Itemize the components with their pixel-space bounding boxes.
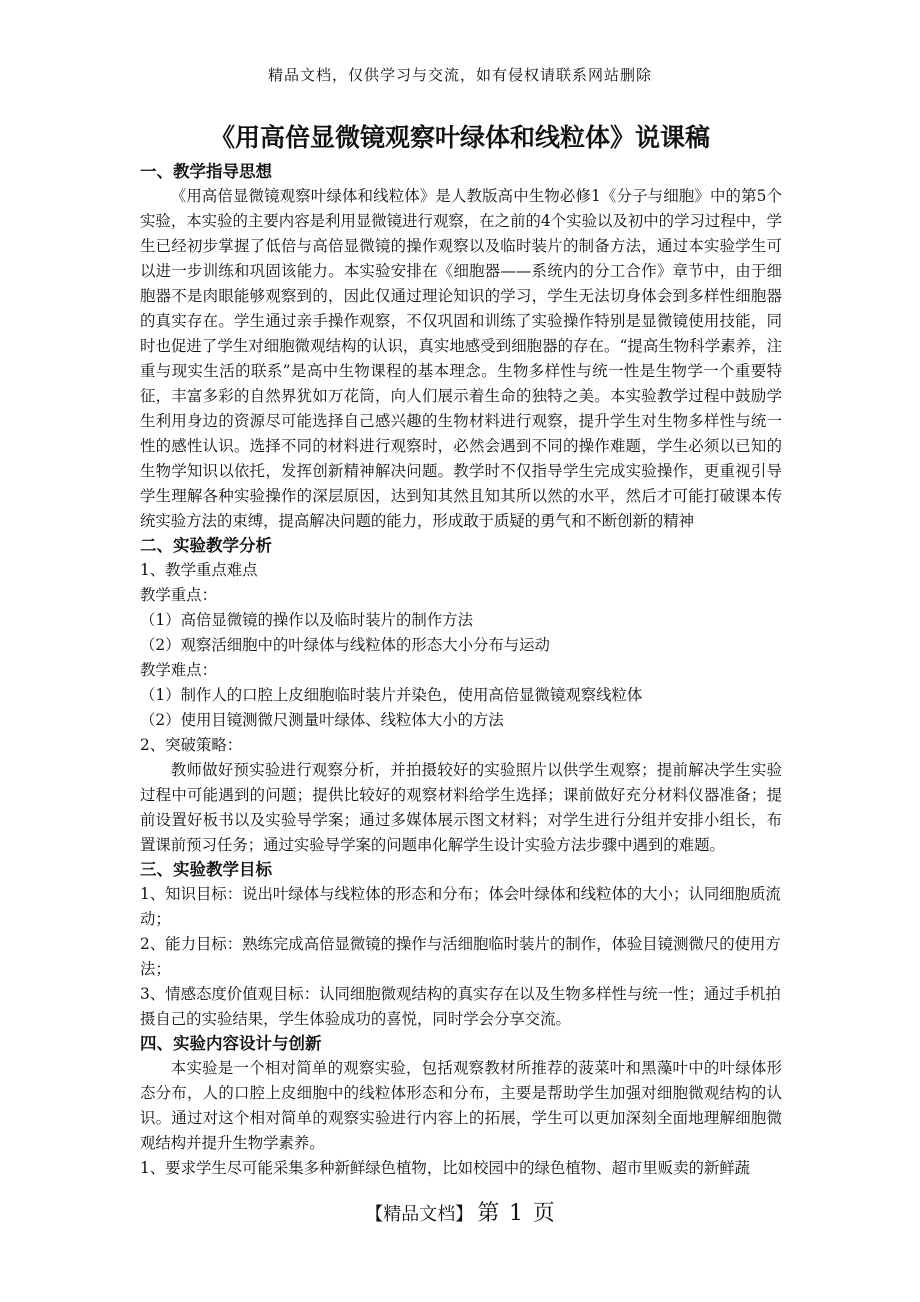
label: 教学重点：	[140, 586, 217, 604]
page-footer	[0, 1196, 920, 1227]
list-item: （2）观察活细胞中的叶绿体与线粒体的形态大小分布与运动	[140, 636, 550, 654]
page-suffix: 页	[532, 1201, 555, 1226]
list-item: 1、要求学生尽可能采集多种新鲜绿色植物，比如校园中的绿色植物、超市里贩卖的新鲜蔬	[140, 1159, 751, 1177]
section-heading: 二、实验教学分析	[140, 536, 272, 555]
paragraph: 本实验是一个相对简单的观察实验，包括观察教材所推荐的菠菜叶和黑藻叶中的叶绿体形态分布，人的口腔上皮细胞中的线粒体形态和分布，主要是帮助学生加强对细胞微观结构的认识。通过对这个相对简单的观察实验进行内容上的拓展，学生可以更加深刻全面地理解细胞微观结构并提升生物学素养。	[140, 1059, 782, 1152]
header-note: 精品文档，仅供学习与交流，如有侵权请联系网站删除	[267, 66, 652, 84]
document-body	[140, 160, 782, 1181]
subheading: 2、突破策略：	[140, 736, 243, 754]
page-number: 1	[509, 1201, 523, 1226]
list-item: （2）使用目镜测微尺测量叶绿体、线粒体大小的方法	[140, 711, 504, 729]
label: 教学难点：	[140, 661, 217, 679]
section-heading: 三、实验教学目标	[140, 860, 272, 879]
footer-label: 【精品文档】	[365, 1204, 474, 1225]
paragraph: 教师做好预实验进行观察分析，并拍摄较好的实验照片以供学生观察；提前解决学生实验过程中可能遇到的问题；提供比较好的观察材料给学生选择；课前做好充分材料仪器准备；提前设置好板书以及实验导学案；通过多媒体展示图文材料；对学生进行分组并安排小组长，布置课前预习任务；通过实验导学案的问题串化解学生设计实验方法步骤中遇到的难题。	[140, 761, 782, 854]
list-item: （1）高倍显微镜的操作以及临时装片的制作方法	[140, 611, 473, 629]
paragraph: 《用高倍显微镜观察叶绿体和线粒体》是人教版高中生物必修1《分子与细胞》中的第5个实验，本实验的主要内容是利用显微镜进行观察，在之前的4个实验以及初中的学习过程中，学生已经初步掌握了低倍与高倍显微镜的操作观察以及临时装片的制备方法，通过本实验学生可以进一步训练和巩固该能力。本实验安排在《细胞器——系统内的分工合作》章节中，由于细胞器不是肉眼能够观察到的，因此仅通过理论知识的学习，学生无法切身体会到多样性细胞器的真实存在。学生通过亲手操作观察，不仅巩固和训练了实验操作特别是显微镜使用技能，同时也促进了学生对细胞微观结构的认识，真实地感受到细胞器的存在。“提高生物科学素养，注重与现实生活的联系”是高中生物课程的基本理念。生物多样性与统一性是生物学一个重要特征，丰富多彩的自然界犹如万花筒，向人们展示着生命的独特之美。本实验教学过程中鼓励学生利用身边的资源尽可能选择自己感兴趣的生物材料进行观察，提升学生对生物多样性与统一性的感性认识。选择不同的材料进行观察时，必然会遇到不同的操作难题，学生必须以已知的生物学知识以依托，发挥创新精神解决问题。教学时不仅指导学生完成实验操作，更重视引导学生理解各种实验操作的深层原因，达到知其然且知其所以然的水平，然后才可能打破课本传统实验方法的束缚，提高解决问题的能力，形成敢于质疑的勇气和不断创新的精神	[140, 187, 782, 530]
subheading: 1、教学重点难点	[140, 561, 258, 579]
list-item: （1）制作人的口腔上皮细胞临时装片并染色，使用高倍显微镜观察线粒体	[140, 686, 643, 704]
list-item: 2、能力目标：熟练完成高倍显微镜的操作与活细胞临时装片的制作，体验目镜测微尺的使用方法；	[140, 935, 781, 978]
section-heading: 一、教学指导思想	[140, 162, 272, 181]
document-title: 《用高倍显微镜观察叶绿体和线粒体》说课稿	[209, 123, 710, 152]
page-prefix: 第	[477, 1201, 500, 1226]
section-heading: 四、实验内容设计与创新	[140, 1034, 322, 1053]
list-item: 3、情感态度价值观目标：认同细胞微观结构的真实存在以及生物多样性与统一性；通过手机拍摄自己的实验结果，学生体验成功的喜悦，同时学会分享交流。	[140, 985, 781, 1028]
list-item: 1、知识目标：说出叶绿体与线粒体的形态和分布；体会叶绿体和线粒体的大小；认同细胞质流动；	[140, 885, 781, 928]
